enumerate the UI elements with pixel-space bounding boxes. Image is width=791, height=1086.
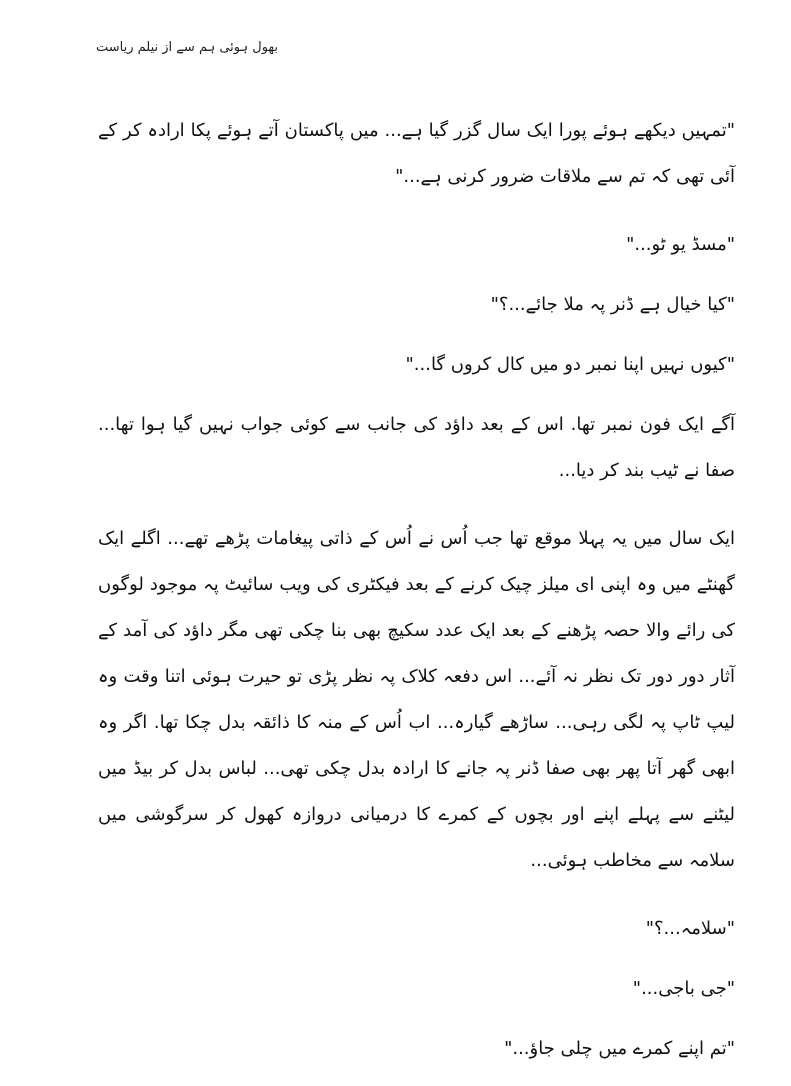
paragraph-dialogue-6: "جی باجی...": [632, 978, 735, 999]
paragraph-dialogue-1: "تمہیں دیکھے ہوئے پورا ایک سال گزر گیا ہے... میں پاکستان آتے ہوئے پکا ارادہ کر کے آئی تھی کہ تم سے ملاقات ضرور کرنی ہے...": [98, 120, 735, 187]
paragraph-narration-1: آگے ایک فون نمبر تھا. اس کے بعد داؤد کی جانب سے کوئی جواب نہیں گیا ہوا تھا... صفا نے ٹیب بند کر دیا...: [98, 414, 735, 481]
paragraph-dialogue-4: "کیوں نہیں اپنا نمبر دو میں کال کروں گا...": [405, 354, 735, 375]
running-header: بھول ہوئی ہم سے از نیلم ریاست: [96, 40, 279, 55]
paragraph-dialogue-2: "مسڈ یو ٹو...": [626, 234, 735, 255]
paragraph-narration-2: ایک سال میں یہ پہلا موقع تھا جب اُس نے اُس کے ذاتی پیغامات پڑھے تھے... اگلے ایک گھنٹے میں وہ اپنی ای میلز چیک کرنے کے بعد فیکٹری کی ویب سائیٹ پہ موجود لوگوں کی رائے والا حصہ پڑھنے کے بعد ایک عدد سکیچ بھی بنا چکی تھی مگر داؤد کی آمد کے آثار دور دور تک نظر نہ آئے... اس دفعہ کلاک پہ نظر پڑی تو حیرت ہوئی اتنا وقت وہ لیپ ٹاپ پہ لگی رہی... ساڑھے گیارہ... اب اُس کے منہ کا ذائقہ بدل چکا تھا. اگر وہ ابھی گھر آتا پھر بھی صفا ڈنر پہ جانے کا ارادہ بدل چکی تھی... لباس بدل کر بیڈ میں لیٹنے سے پہلے اپنے اور بچوں کے کمرے کا درمیانی دروازہ کھول کر سرگوشی میں سلامہ سے مخاطب ہوئی...: [98, 528, 735, 871]
paragraph-dialogue-3: "کیا خیال ہے ڈنر پہ ملا جائے...؟": [490, 294, 735, 315]
document-body: [98, 108, 735, 1086]
paragraph-dialogue-7: "تم اپنے کمرے میں چلی جاؤ...": [504, 1038, 735, 1059]
paragraph-dialogue-5: "سلامہ...؟": [645, 918, 735, 939]
